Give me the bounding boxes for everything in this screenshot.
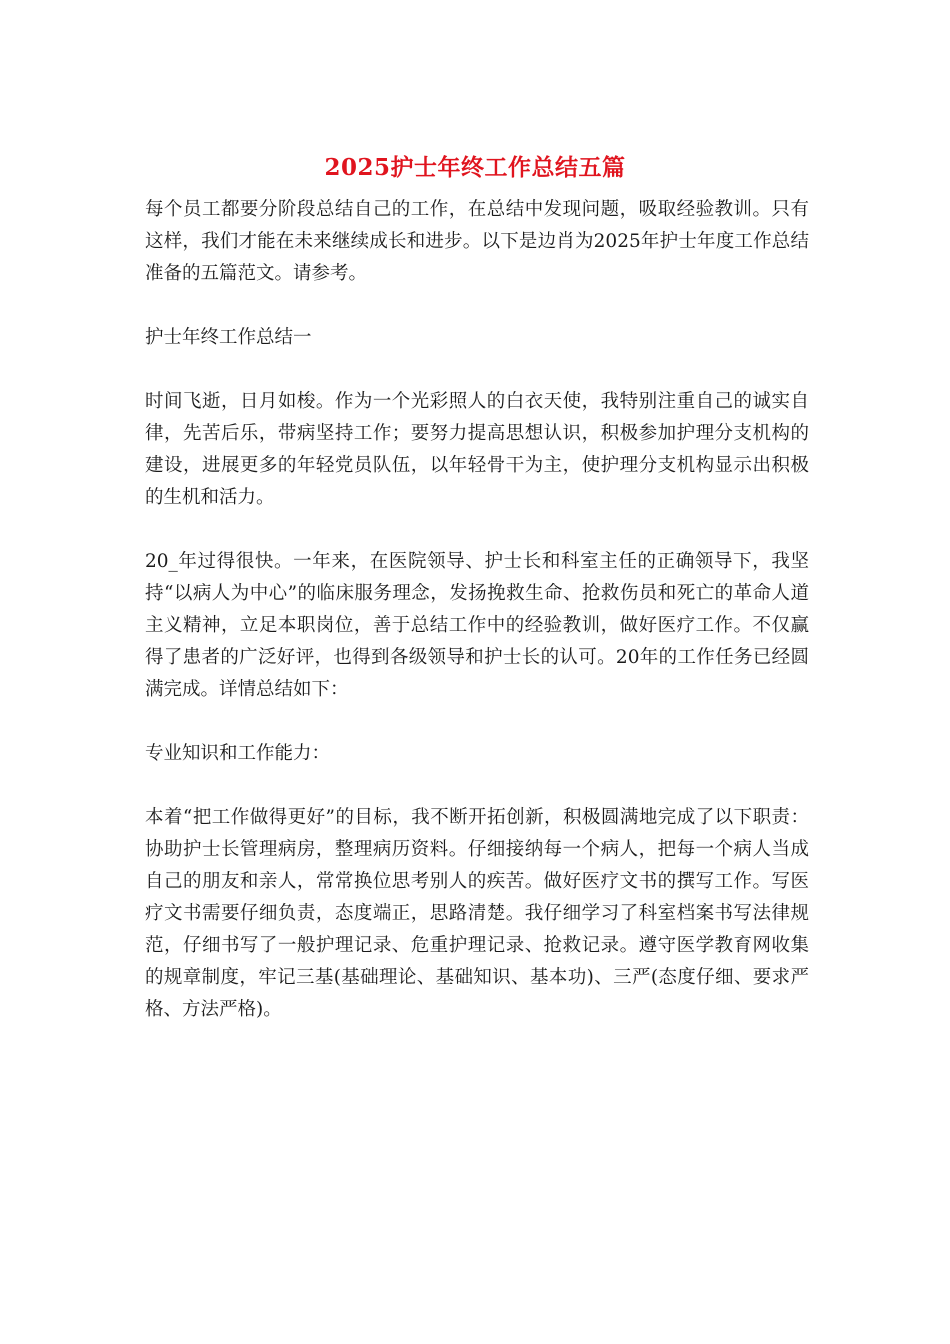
intro-paragraph: 每个员工都要分阶段总结自己的工作，在总结中发现问题，吸取经验教训。只有这样，我们才能在未来继续成长和进步。以下是边肖为2025年护士年度工作总结准备的五篇范文。请参考。 bbox=[145, 199, 809, 284]
body-paragraph: 时间飞逝，日月如梭。作为一个光彩照人的白衣天使，我特别注重自己的诚实自律，先苦后乐，带病坚持工作；要努力提高思想认识，积极参加护理分支机构的建设，进展更多的年轻党员队伍，以年轻骨干为主，使护理分支机构显示出积极的生机和活力。 bbox=[145, 391, 809, 508]
document-body bbox=[145, 194, 809, 1026]
document-title: 2025护士年终工作总结五篇 bbox=[324, 154, 626, 181]
section-heading-one: 护士年终工作总结一 bbox=[145, 327, 312, 348]
body-paragraph: 20_年过得很快。一年来，在医院领导、护士长和科室主任的正确领导下，我坚持“以病人为中心”的临床服务理念，发扬挽救生命、抢救伤员和死亡的革命人道主义精神，立足本职岗位，善于总结工作中的经验教训，做好医疗工作。不仅赢得了患者的广泛好评，也得到各级领导和护士长的认可。20年的工作任务已经圆满完成。详情总结如下： bbox=[145, 551, 809, 700]
body-paragraph: 本着“把工作做得更好”的目标，我不断开拓创新，积极圆满地完成了以下职责：协助护士长管理病房，整理病历资料。仔细接纳每一个病人，把每一个病人当成自己的朋友和亲人，常常换位思考别人的疾苦。做好医疗文书的撰写工作。写医疗文书需要仔细负责，态度端正，思路清楚。我仔细学习了科室档案书写法律规范，仔细书写了一般护理记录、危重护理记录、抢救记录。遵守医学教育网收集的规章制度，牢记三基(基础理论、基础知识、基本功)、三严(态度仔细、要求严格、方法严格)。 bbox=[145, 807, 809, 1020]
subsection-heading: 专业知识和工作能力： bbox=[145, 743, 331, 764]
